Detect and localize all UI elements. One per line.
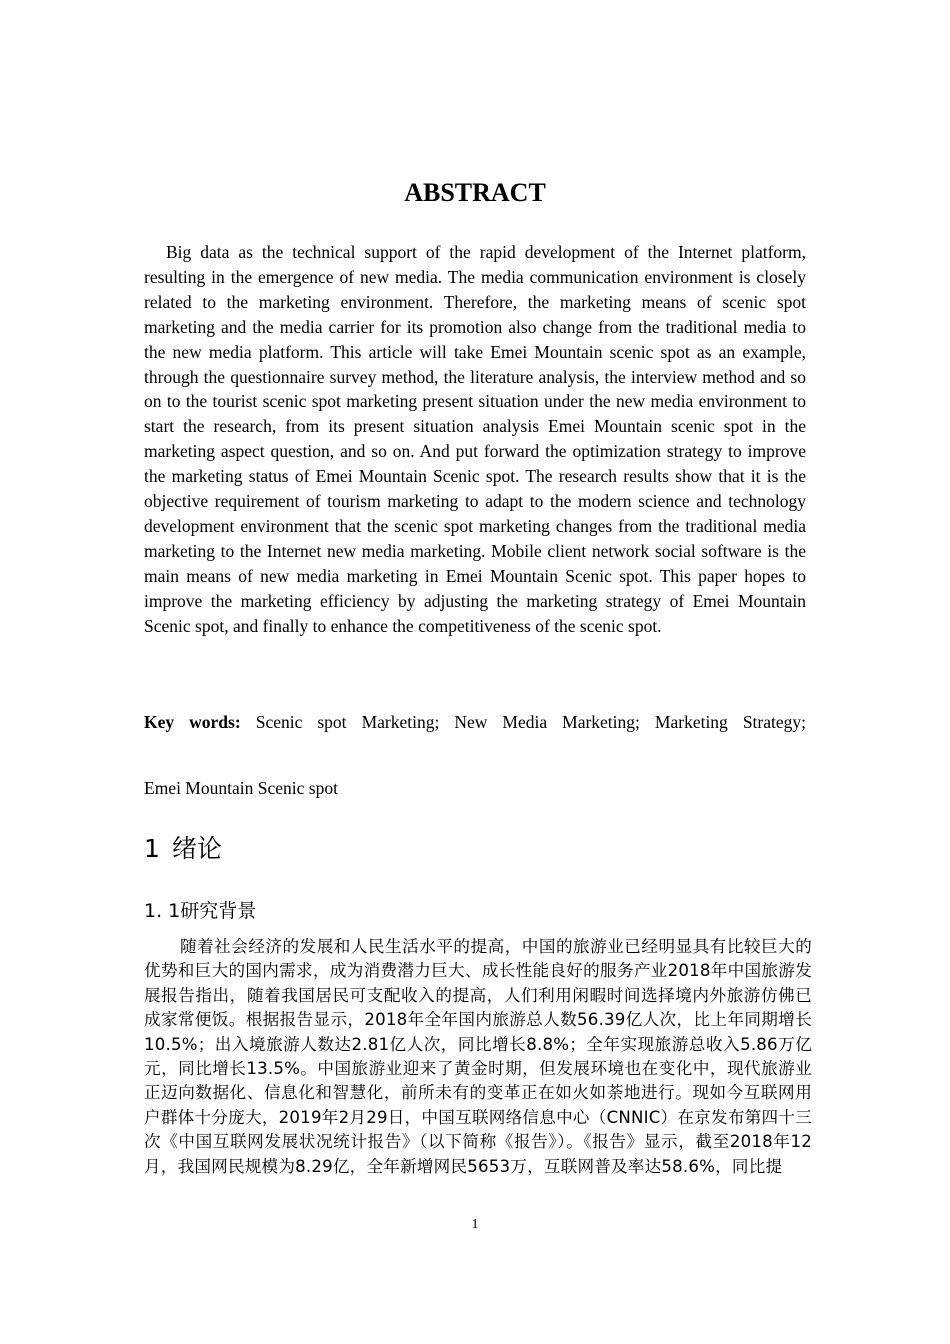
keywords-label: Key words: [144,712,241,732]
section-body-paragraph: 随着社会经济的发展和人民生活水平的提高，中国的旅游业已经明显具有比较巨大的优势和巨大的国内需求，成为消费潜力巨大、成长性能良好的服务产业2018年中国旅游发展报告指出，随着我国居民可支配收入的提高，人们利用闲暇时间选择境内外旅游仿佛已成家常便饭。根据报告显示，2018年全年国内旅游总人数56.39亿人次，比上年同期增长10.5%；出入境旅游人数达2.81亿人次，同比增长8.8%；全年实现旅游总收入5.86万亿元，同比增长13.5%。中国旅游业迎来了黄金时期，但发展环境也在变化中，现代旅游业正迈向数据化、信息化和智慧化，前所未有的变革正在如火如荼地进行。现如今互联网用户群体十分庞大，2019年2月29日，中国互联网络信息中心（CNNIC）在京发布第四十三次《中国互联网发展状况统计报告》（以下简称《报告》）。《报告》显示，截至2018年12月，我国网民规模为8.29亿，全年新增网民5653万，互联网普及率达58.6%，同比提 [144,937,812,1176]
section-number: 1. 1 [144,900,181,922]
abstract-title: ABSTRACT [404,178,546,207]
section-heading [144,897,256,925]
page-number: 1 [471,1217,479,1232]
chapter-title: 绪论 [171,834,222,863]
chapter-number: 1 [144,834,160,863]
abstract-body: Big data as the technical support of the rapid development of the Internet platform, resulting in the emergence of new media. The media communication environment is closely related to the marketing environment. Therefore, the marketing means of scenic spot marketing and the media carrier for its promotion also change from the traditional media to the new media platform. This article will take Emei Mountain scenic spot as an example, through the questionnaire survey method, the literature analysis, the interview method and so on to the tourist scenic spot marketing present situation under the new media environment to start the research, from its present situation analysis Emei Mountain scenic spot in the marketing aspect question, and so on. And put forward the optimization strategy to improve the marketing status of Emei Mountain Scenic spot. The research results show that it is the objective requirement of tourism marketing to adapt to the modern science and technology development environment that the scenic spot marketing changes from the traditional media marketing to the Internet new media marketing. Mobile client network social software is the main means of new media marketing in Emei Mountain Scenic spot. This paper hopes to improve the marketing efficiency by adjusting the marketing strategy of Emei Mountain Scenic spot, and finally to enhance the competitiveness of the scenic spot. [144,242,806,636]
keywords-list: Scenic spot Marketing; New Media Marketing; Marketing Strategy; [240,712,807,732]
keywords-line [144,710,806,735]
section-title: 研究背景 [180,900,257,922]
keywords-continuation: Emei Mountain Scenic spot [144,778,338,798]
chapter-heading [144,832,222,866]
